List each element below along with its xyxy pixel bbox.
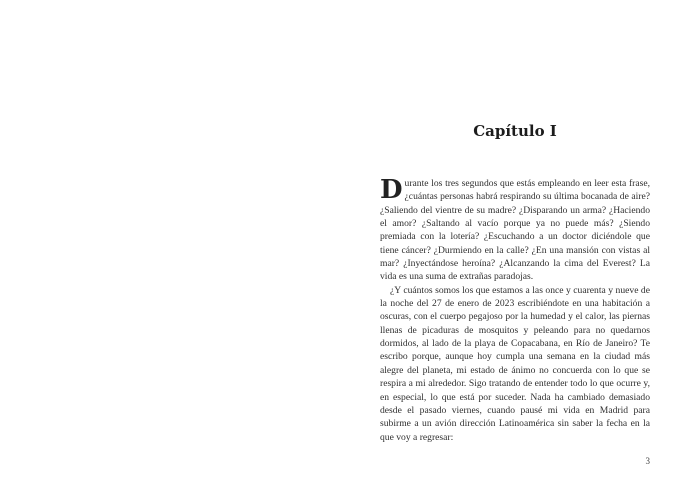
- page-number: 3: [645, 456, 650, 466]
- paragraph-1: [380, 177, 650, 284]
- drop-cap: D: [380, 175, 403, 205]
- paragraph-1-text: urante los tres segundos que estás empleando en leer esta frase, ¿cuántas personas habrá respirando su última bocanada de aire? ¿Saliendo del vientre de su madre? ¿Disparando un arma? ¿Haciendo el amor? ¿Saltando al vacío porque ya no puede más? ¿Siendo premiada con la lotería? ¿Escuchando a un doctor diciéndole que tiene cáncer? ¿Durmiendo en la calle? ¿En una mansión con vistas al mar? ¿Inyectándose heroína? ¿Alcanzando la cima del Everest? La vida es una suma de extrañas paradojas.: [380, 178, 650, 283]
- chapter-title: Capítulo I: [473, 122, 557, 140]
- chapter-body: [380, 177, 650, 444]
- paragraph-2: ¿Y cuántos somos los que estamos a las once y cuarenta y nueve de la noche del 27 de enero de 2023 escribiéndote en una habitación a oscuras, con el cuerpo pegajoso por la humedad y el calor, las piernas llenas de picaduras de mosquitos y peleando para no quedarnos dormidos, al lado de la playa de Copacabana, en Río de Janeiro? Te escribo porque, aunque hoy cumpla una semana en la ciudad más alegre del planeta, mi estado de ánimo no concuerda con lo que se respira a mi alrededor. Sigo tratando de entender todo lo que ocurre y, en especial, lo que está por suceder. Nada ha cambiado demasiado desde el pasado viernes, cuando pausé mi vida en Madrid para subirme a un avión dirección Latinoamérica sin saber la fecha en la que voy a regresar:: [380, 284, 650, 443]
